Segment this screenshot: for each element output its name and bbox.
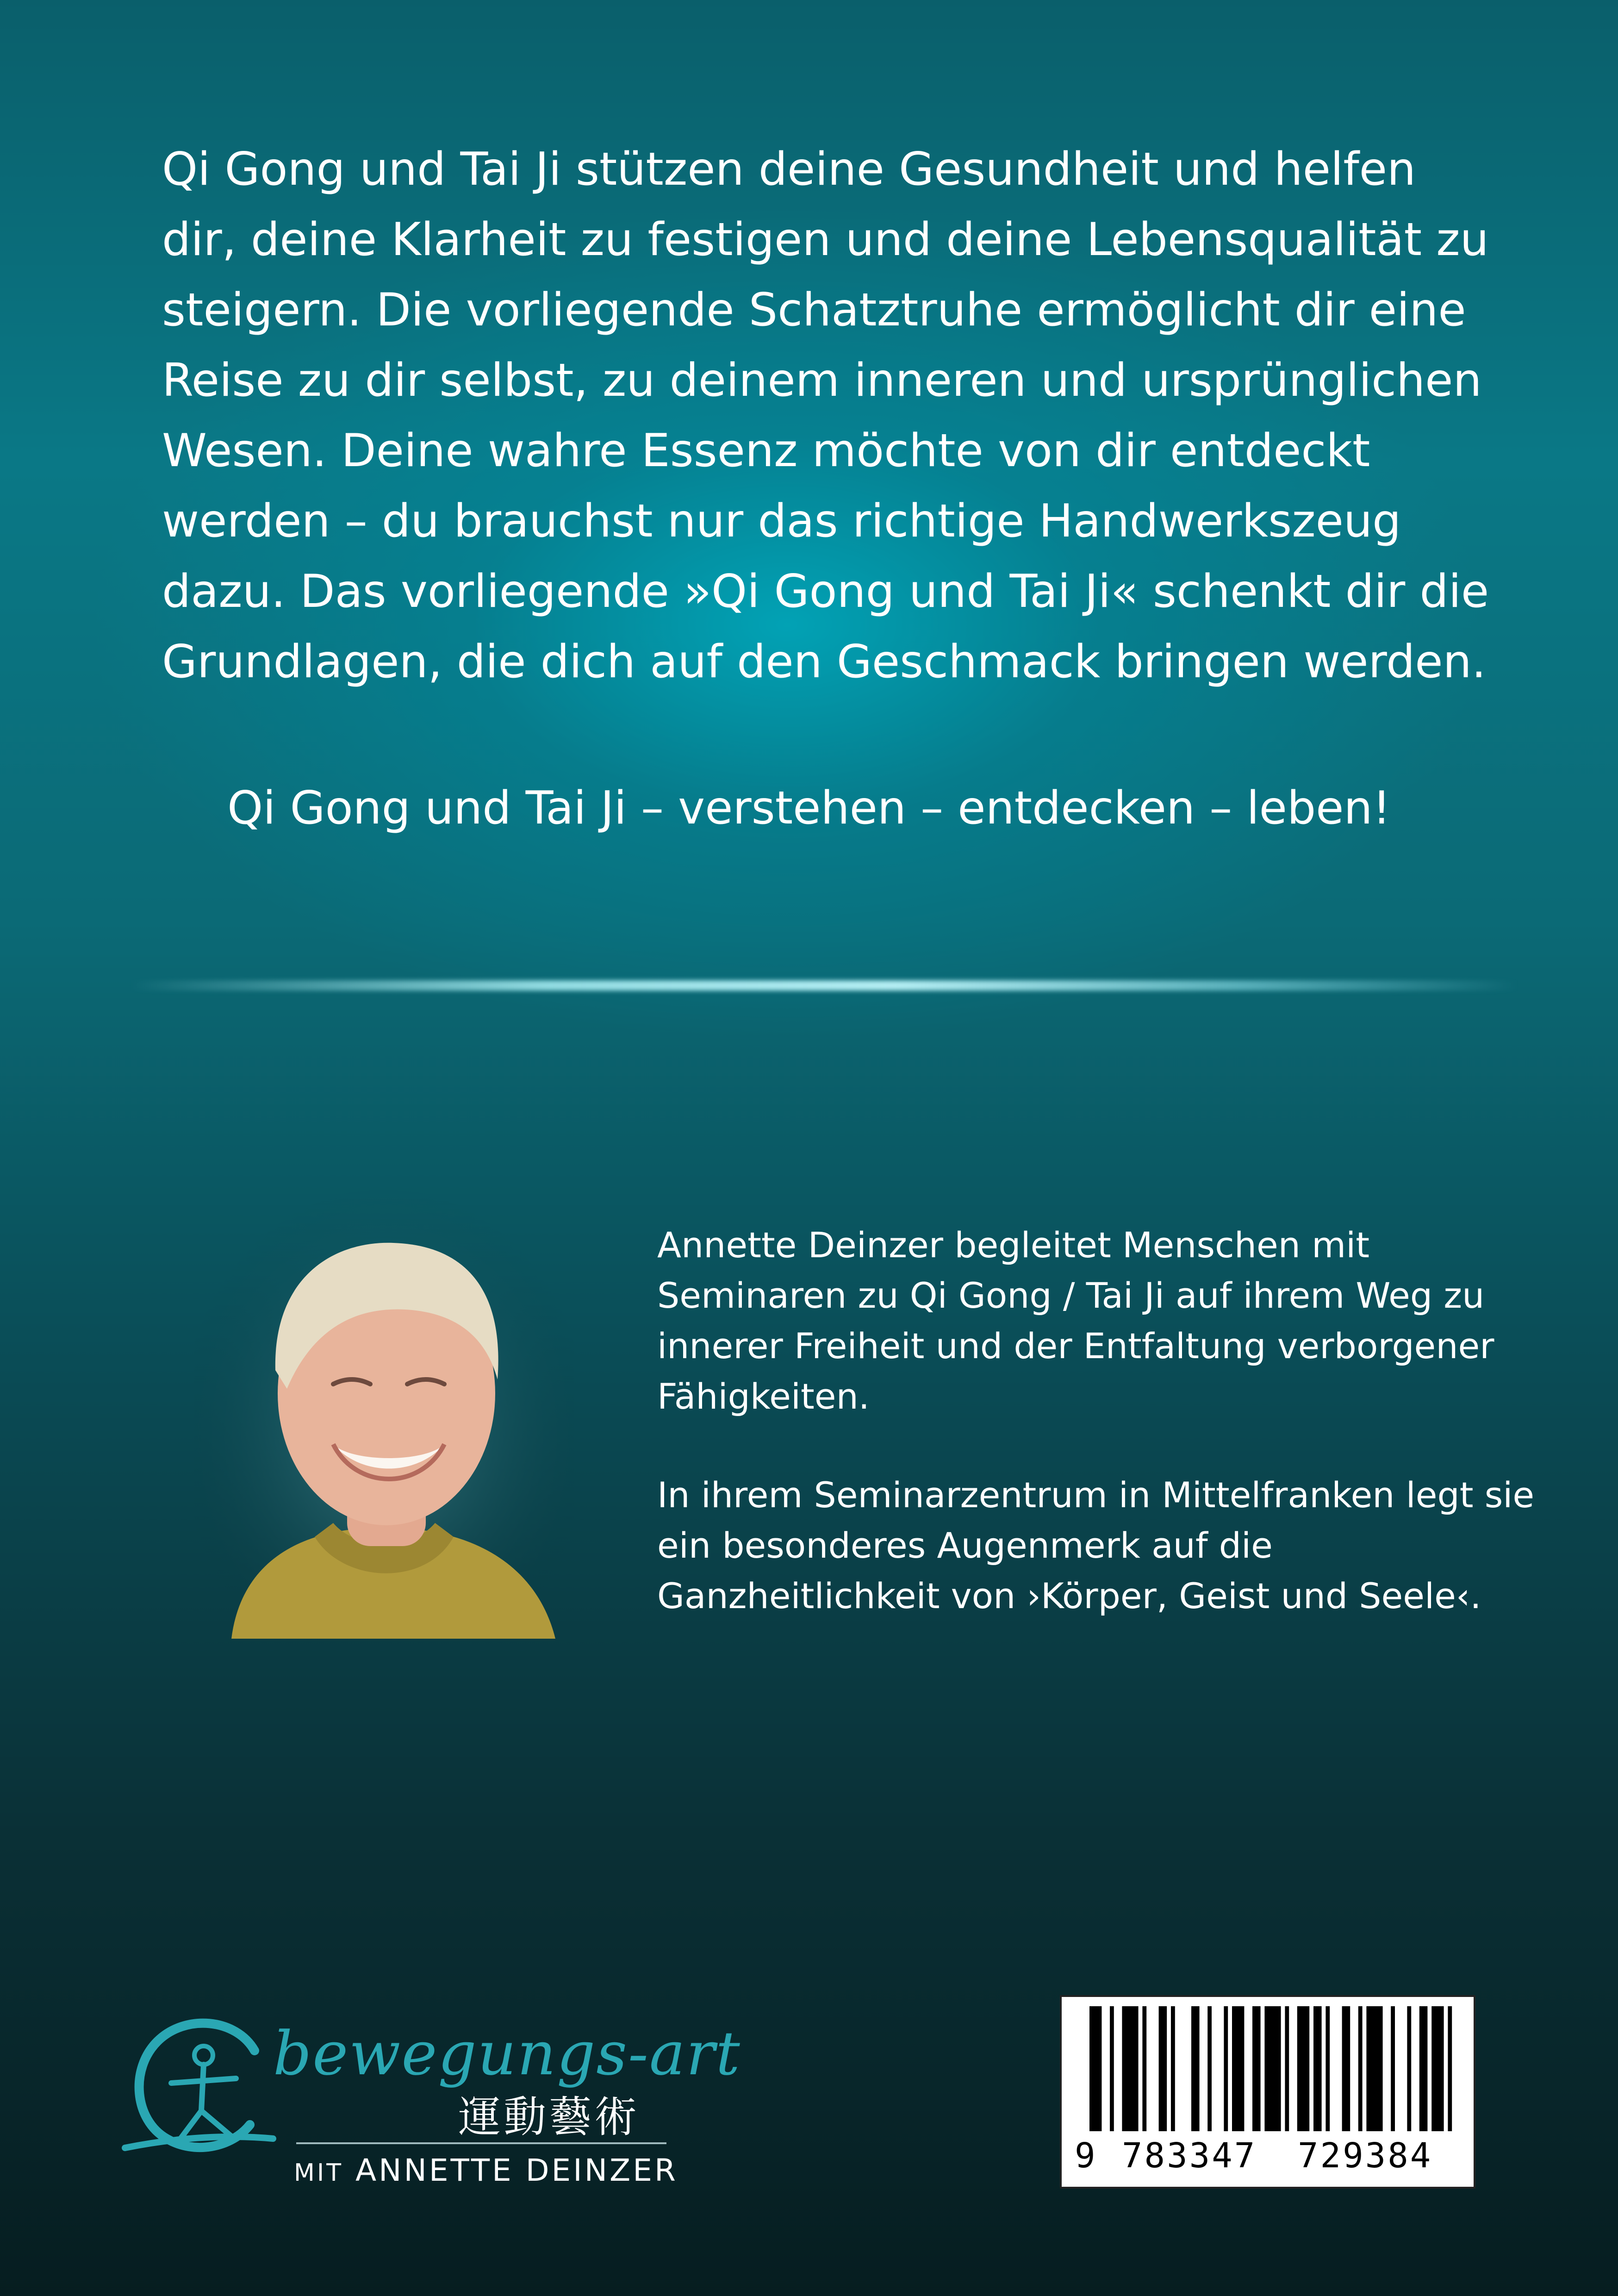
isbn-barcode [1060, 1995, 1475, 2189]
barcode-bar [1313, 2006, 1322, 2131]
barcode-bar [1089, 2006, 1101, 2131]
logo-name: bewegungs-art [273, 2018, 741, 2089]
barcode-bar [1431, 2006, 1444, 2131]
barcode-bar [1285, 2006, 1289, 2131]
logo-subtitle [294, 2152, 678, 2188]
author-bio-paragraph-2: In ihrem Seminarzentrum in Mittelfranken legt sie ein besonderes Augenmerk auf die Ganzheitlichkeit von ›Körper, Geist und Seele‹. [657, 1474, 1535, 1616]
barcode-group-right: 729384 [1298, 2136, 1433, 2176]
barcode-group-left: 783347 [1122, 2136, 1257, 2176]
blurb-text: Qi Gong und Tai Ji stützen deine Gesundheit und helfen dir, deine Klarheit zu festigen und deine Lebensqualität zu steigern. Die vorliegende Schatztruhe ermöglicht dir eine Reise zu dir selbst, zu deinem inneren und ursprünglichen Wesen. Deine wahre Essenz möchte von dir entdeckt werden – du brauchst nur das richtige Handwerkszeug dazu. Das vorliegende »Qi Gong und Tai Ji« schenkt dir die Grundlagen, die dich auf den Geschmack bringen werden. [162, 143, 1489, 688]
author-portrait [194, 1185, 574, 1639]
barcode-bar [1232, 2006, 1244, 2131]
barcode-digit-first: 9 [1075, 2136, 1095, 2176]
logo-prefix: MIT [294, 2159, 343, 2187]
barcode-bar [1297, 2006, 1309, 2131]
enso-figure-icon [116, 2000, 282, 2166]
barcode-bar [1159, 2006, 1167, 2131]
barcode-bar [1366, 2006, 1382, 2131]
barcode-bar [1358, 2006, 1363, 2131]
barcode-bar [1391, 2006, 1395, 2131]
barcode-bar [1419, 2006, 1428, 2131]
logo-chinese-characters: 運動藝術 [458, 2092, 640, 2142]
barcode-bar [1171, 2006, 1175, 2131]
author-bio-paragraph-1: Annette Deinzer begleitet Menschen mit Seminaren zu Qi Gong / Tai Ji auf ihrem Weg zu innerer Freiheit und der Entfaltung verborgener Fähigkeiten. [657, 1224, 1494, 1417]
publisher-logo [116, 1990, 741, 2188]
divider-line [130, 980, 1518, 991]
barcode-bar [1224, 2006, 1228, 2131]
slogan: Qi Gong und Tai Ji – verstehen – entdecken – leben! [227, 782, 1391, 835]
logo-underline [296, 2142, 666, 2144]
barcode-bar [1142, 2006, 1146, 2131]
barcode-bars [1062, 1997, 1474, 2136]
barcode-digits [1062, 2136, 1474, 2177]
barcode-bar [1207, 2006, 1212, 2131]
barcode-bar [1326, 2006, 1330, 2131]
barcode-bar [1110, 2006, 1114, 2131]
barcode-bar [1448, 2006, 1452, 2131]
barcode-bar [1264, 2006, 1281, 2131]
barcode-bar [1252, 2006, 1261, 2131]
logo-person: ANNETTE DEINZER [355, 2152, 678, 2188]
barcode-bar [1342, 2006, 1350, 2131]
barcode-bar [1407, 2006, 1411, 2131]
barcode-bar [1191, 2006, 1200, 2131]
barcode-bar [1122, 2006, 1138, 2131]
